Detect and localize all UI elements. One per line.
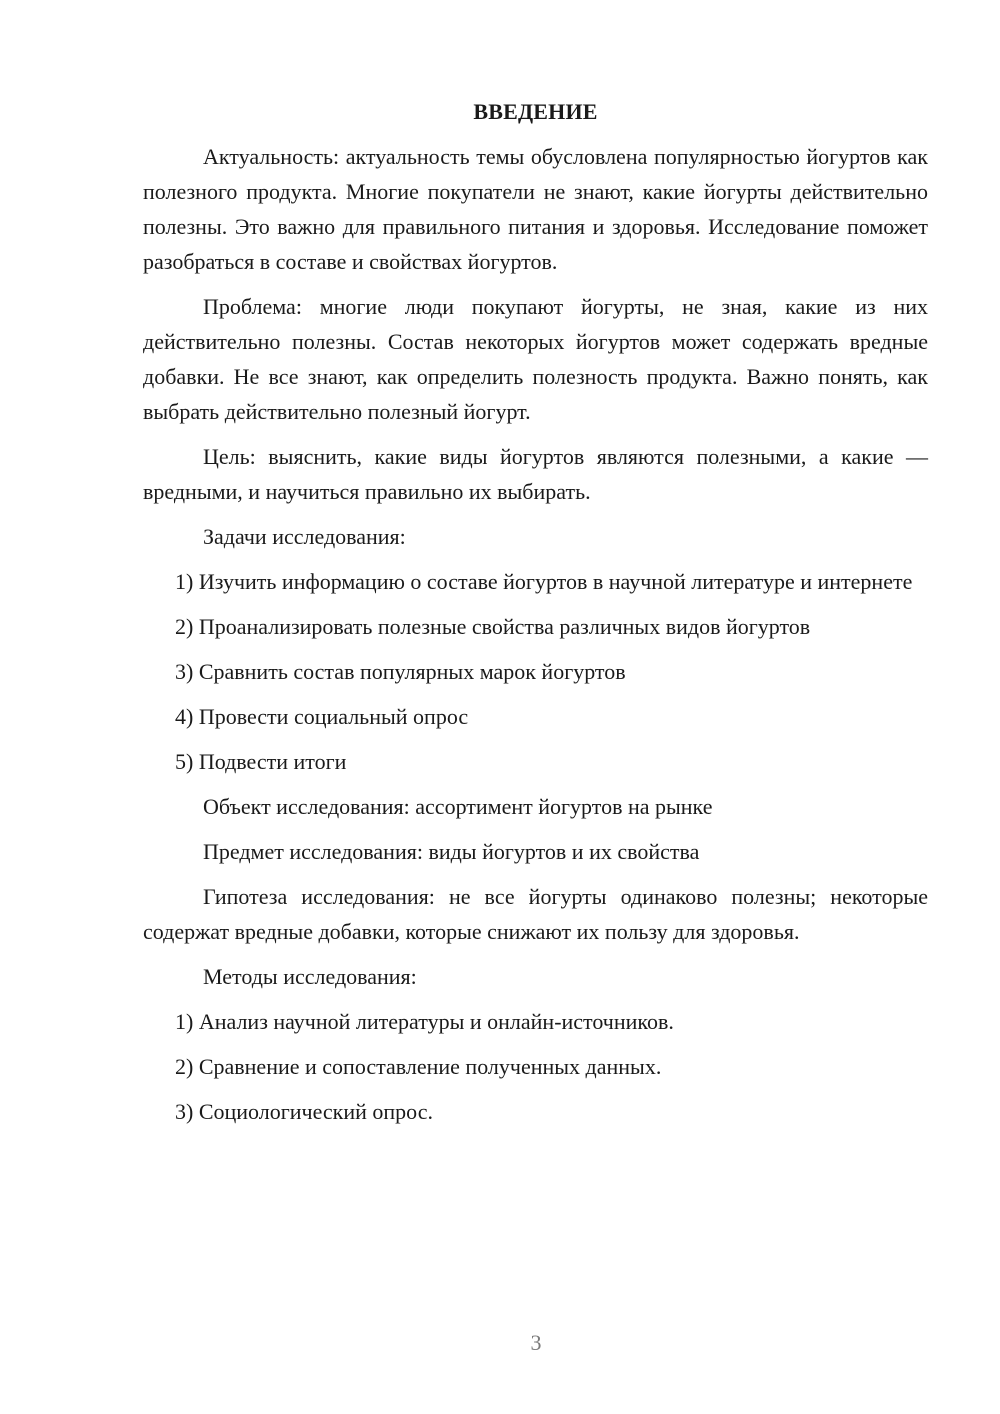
method-item-1: 1) Анализ научной литературы и онлайн-источников.: [175, 1009, 674, 1034]
task-item-2: 2) Проанализировать полезные свойства различных видов йогуртов: [175, 614, 811, 639]
section-title: ВВЕДЕНИЕ: [473, 99, 598, 124]
task-item-3: 3) Сравнить состав популярных марок йогуртов: [175, 659, 626, 684]
subject-line: Предмет исследования: виды йогуртов и их свойства: [203, 839, 700, 864]
page-content: [143, 94, 928, 1139]
tasks-heading: Задачи исследования:: [203, 524, 406, 549]
object-line: Объект исследования: ассортимент йогуртов на рынке: [203, 794, 713, 819]
task-item-1: 1) Изучить информацию о составе йогуртов в научной литературе и интернете: [175, 569, 913, 594]
page-number: 3: [530, 1330, 542, 1355]
method-item-3: 3) Социологический опрос.: [175, 1099, 433, 1124]
task-item-4: 4) Провести социальный опрос: [175, 704, 469, 729]
goal-paragraph: Цель: выяснить, какие виды йогуртов являются полезными, а какие — вредными, и научиться правильно их выбирать.: [143, 444, 928, 504]
task-item-5: 5) Подвести итоги: [175, 749, 347, 774]
relevance-paragraph: Актуальность: актуальность темы обусловлена популярностью йогуртов как полезного продукта. Многие покупатели не знают, какие йогурты действительно полезны. Это важно для правильного питания и здоровья. Исследование поможет разобраться в составе и свойствах йогуртов.: [143, 144, 928, 274]
methods-heading: Методы исследования:: [203, 964, 417, 989]
method-item-2: 2) Сравнение и сопоставление полученных данных.: [175, 1054, 662, 1079]
problem-paragraph: Проблема: многие люди покупают йогурты, не зная, какие из них действительно полезны. Состав некоторых йогуртов может содержать вредные добавки. Не все знают, как определить полезность продукта. Важно понять, как выбрать действительно полезный йогурт.: [143, 294, 928, 424]
hypothesis-paragraph: Гипотеза исследования: не все йогурты одинаково полезны; некоторые содержат вредные добавки, которые снижают их пользу для здоровья.: [143, 884, 928, 944]
